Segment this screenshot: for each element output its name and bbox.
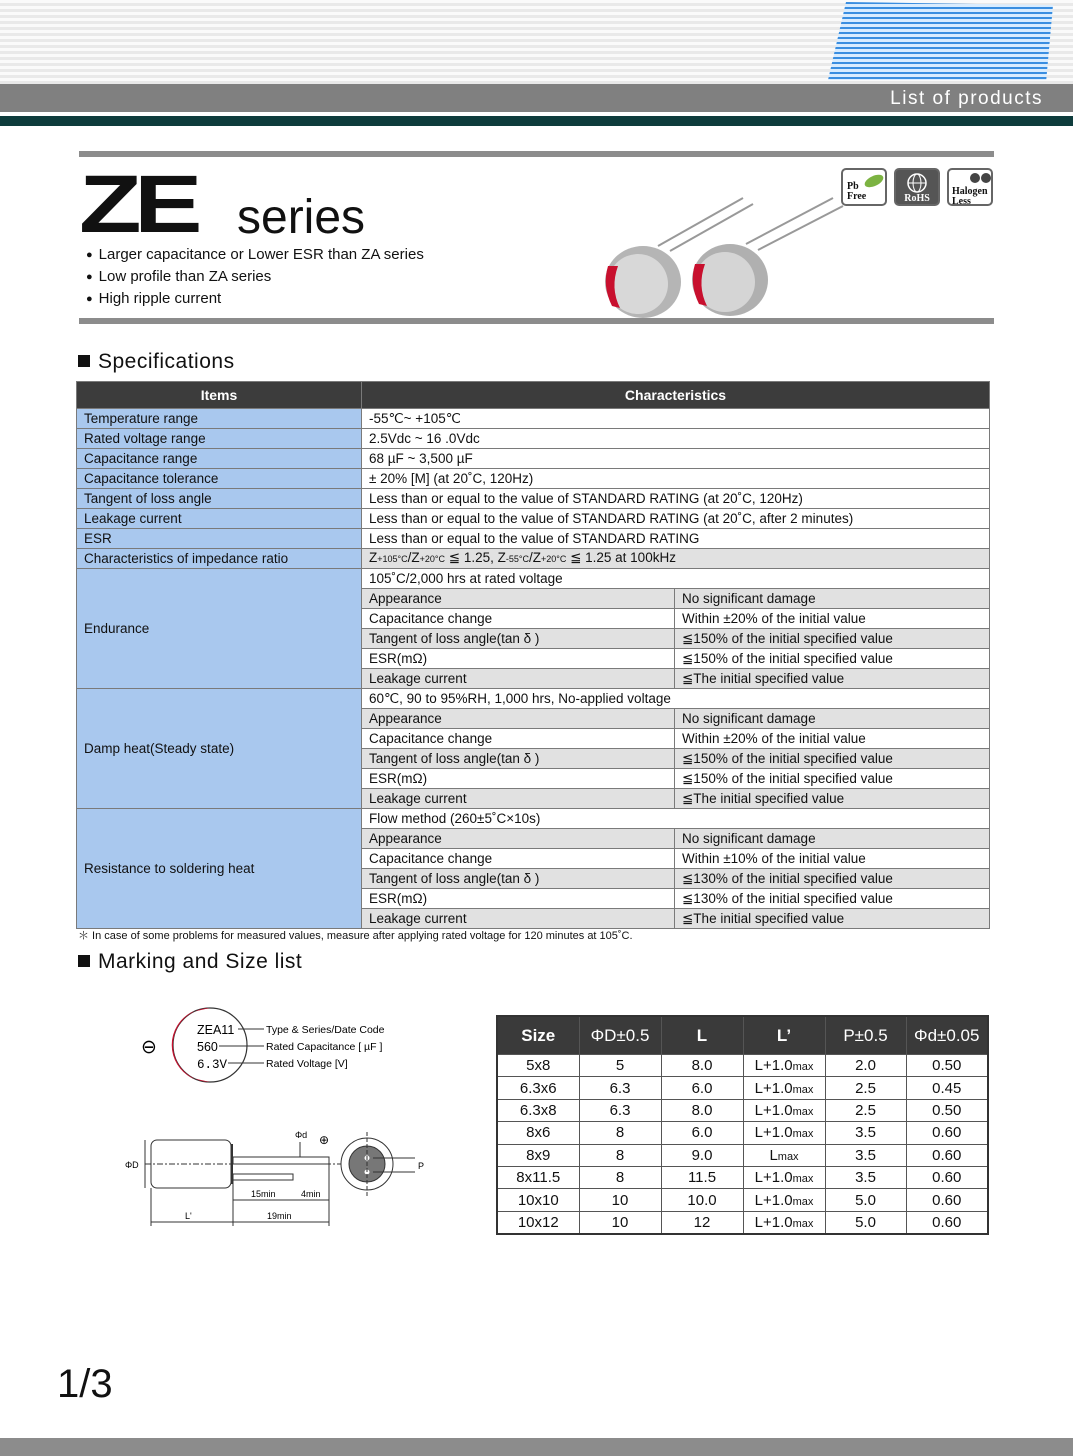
size-cell — [743, 1211, 825, 1234]
size-cell: 8x11.5 — [497, 1166, 579, 1188]
sub-item: Leakage current — [362, 789, 675, 809]
sub-item: Capacitance change — [362, 849, 675, 869]
sub-item: ESR(mΩ) — [362, 889, 675, 909]
spec-value: ± 20% [M] (at 20˚C, 120Hz) — [362, 469, 990, 489]
size-cell: 11.5 — [661, 1166, 743, 1188]
dim-19min: 19min — [267, 1211, 292, 1221]
text: L+1.0 — [754, 1101, 793, 1119]
spec-row — [77, 509, 990, 529]
size-cell: 9.0 — [661, 1144, 743, 1166]
size-cell: 6.3x8 — [497, 1099, 579, 1121]
sub-item: Leakage current — [362, 669, 675, 689]
spec-row — [77, 429, 990, 449]
plus-icon: ⊕ — [319, 1133, 330, 1147]
header-title: List of products — [890, 88, 1043, 109]
spec-value: Less than or equal to the value of STANDARD RATING (at 20˚C, after 2 minutes) — [362, 509, 990, 529]
specifications-heading: Specifications — [78, 350, 235, 374]
text: L — [769, 1146, 778, 1164]
size-cell: 10.0 — [661, 1189, 743, 1211]
size-cell: 10x12 — [497, 1211, 579, 1234]
size-cell: 0.50 — [906, 1055, 988, 1077]
sub-value: ≦The initial specified value — [675, 909, 990, 929]
text: +105°C — [377, 554, 408, 564]
dim-15min: 15min — [251, 1189, 276, 1199]
size-cell: 0.60 — [906, 1189, 988, 1211]
sub-item: ESR(mΩ) — [362, 649, 675, 669]
spec-item-endurance: Endurance — [77, 569, 362, 689]
size-cell — [743, 1055, 825, 1077]
rohs-badge — [894, 168, 940, 206]
mark-label-type: Type & Series/Date Code — [266, 1024, 385, 1036]
spec-row — [77, 449, 990, 469]
size-cell: 8x6 — [497, 1122, 579, 1144]
size-cell: 10 — [579, 1211, 661, 1234]
size-cell: 2.0 — [825, 1055, 906, 1077]
size-header: L’ — [743, 1016, 825, 1055]
leaf-icon — [863, 173, 885, 189]
text: +20°C — [540, 554, 567, 564]
sub-value: ≦150% of the initial specified value — [675, 629, 990, 649]
size-row — [497, 1189, 988, 1211]
text: max — [792, 1061, 814, 1074]
size-cell: 6.0 — [661, 1122, 743, 1144]
size-cell: 8x9 — [497, 1144, 579, 1166]
text: /Z — [528, 550, 541, 565]
spec-table — [76, 381, 990, 929]
sub-value: ≦130% of the initial specified value — [675, 869, 990, 889]
size-cell: 2.5 — [825, 1077, 906, 1099]
size-header: L — [661, 1016, 743, 1055]
spec-row — [77, 409, 990, 429]
badge-line: Less — [952, 196, 971, 207]
feature-item: ● High ripple current — [86, 288, 424, 310]
size-cell: 0.60 — [906, 1122, 988, 1144]
lead-long — [233, 1157, 329, 1164]
feature-item: ● Low profile than ZA series — [86, 266, 424, 288]
dim-phid: Φd — [295, 1130, 308, 1140]
footer-bar — [0, 1438, 1073, 1456]
spec-header-items: Items — [77, 382, 362, 409]
halogen-symbols-icon — [969, 172, 993, 184]
text: ≦ 1.25, Z — [445, 550, 506, 565]
impedance-ratio-value — [362, 549, 990, 569]
text: max — [792, 1195, 814, 1208]
size-cell: 0.60 — [906, 1211, 988, 1234]
lead-short — [233, 1174, 293, 1180]
size-cell: 8 — [579, 1166, 661, 1188]
sub-value: Within ±20% of the initial value — [675, 609, 990, 629]
size-cell: 6.3 — [579, 1077, 661, 1099]
spec-value: -55℃~ +105℃ — [362, 409, 990, 429]
badge-line: Free — [847, 191, 867, 202]
sub-item: Capacitance change — [362, 609, 675, 629]
spec-value: 2.5Vdc ~ 16 .0Vdc — [362, 429, 990, 449]
size-cell: 8.0 — [661, 1099, 743, 1121]
size-cell: 0.60 — [906, 1144, 988, 1166]
size-cell — [743, 1144, 825, 1166]
size-row — [497, 1144, 988, 1166]
header-dark-band — [0, 116, 1073, 126]
spec-item: Temperature range — [77, 409, 362, 429]
size-cell — [743, 1166, 825, 1188]
spec-item: ESR — [77, 529, 362, 549]
product-image — [598, 196, 848, 320]
spec-item-soldering-heat: Resistance to soldering heat — [77, 809, 362, 929]
size-cell: 6.3x6 — [497, 1077, 579, 1099]
sub-value: ≦130% of the initial specified value — [675, 889, 990, 909]
sub-item: ESR(mΩ) — [362, 769, 675, 789]
sub-value: ≦The initial specified value — [675, 669, 990, 689]
sub-value: Within ±20% of the initial value — [675, 729, 990, 749]
size-header: P±0.5 — [825, 1016, 906, 1055]
size-header: Φd±0.05 — [906, 1016, 988, 1055]
size-cell: 5.0 — [825, 1189, 906, 1211]
text: max — [792, 1083, 814, 1096]
spec-item: Tangent of loss angle — [77, 489, 362, 509]
size-cell: 0.60 — [906, 1166, 988, 1188]
text: -55°C — [505, 554, 529, 564]
spec-item: Leakage current — [77, 509, 362, 529]
size-cell: 5 — [579, 1055, 661, 1077]
size-row — [497, 1166, 988, 1188]
size-cell — [743, 1189, 825, 1211]
spec-row — [77, 489, 990, 509]
size-cell — [743, 1077, 825, 1099]
size-row — [497, 1211, 988, 1234]
text: max — [777, 1150, 799, 1163]
text: /Z — [407, 550, 420, 565]
size-cell: 3.5 — [825, 1144, 906, 1166]
text: L+1.0 — [754, 1169, 793, 1187]
size-cell: 0.50 — [906, 1099, 988, 1121]
size-cell: 8.0 — [661, 1055, 743, 1077]
spec-row — [77, 469, 990, 489]
sub-item: Appearance — [362, 709, 675, 729]
text: L+1.0 — [754, 1057, 793, 1075]
sub-item: Appearance — [362, 829, 675, 849]
badge-line: Pb — [847, 181, 859, 192]
size-cell: 5.0 — [825, 1211, 906, 1234]
dimension-drawing — [125, 1122, 435, 1232]
sub-value: ≦150% of the initial specified value — [675, 769, 990, 789]
dim-4min: 4min — [301, 1189, 321, 1199]
sub-value: Within ±10% of the initial value — [675, 849, 990, 869]
size-cell: 10x10 — [497, 1189, 579, 1211]
series-bottom-rule — [79, 318, 994, 324]
top-rule — [79, 151, 994, 157]
spec-item-damp-heat: Damp heat(Steady state) — [77, 689, 362, 809]
spec-footnote: ＊ In case of some problems for measured values, measure after applying rated voltage for 120 minutes at 105˚C. — [78, 930, 633, 942]
spec-value: 68 µF ~ 3,500 µF — [362, 449, 990, 469]
text: max — [792, 1128, 814, 1141]
dim-L: L' — [185, 1211, 192, 1221]
size-row — [497, 1055, 988, 1077]
spec-value: Less than or equal to the value of STANDARD RATING — [362, 529, 990, 549]
spec-value: Less than or equal to the value of STANDARD RATING (at 20˚C, 120Hz) — [362, 489, 990, 509]
sub-value: ≦150% of the initial specified value — [675, 649, 990, 669]
spec-item: Characteristics of impedance ratio — [77, 549, 362, 569]
series-code: ZE — [79, 159, 195, 250]
soldering-condition: Flow method (260±5˚C×10s) — [362, 809, 990, 829]
sub-value: No significant damage — [675, 829, 990, 849]
page-number: 1/3 — [57, 1362, 113, 1406]
text: max — [792, 1173, 814, 1186]
size-cell: 5x8 — [497, 1055, 579, 1077]
dim-p: P — [418, 1161, 425, 1171]
text: ≦ 1.25 at 100kHz — [566, 550, 676, 565]
sub-value: No significant damage — [675, 709, 990, 729]
spec-header-characteristics: Characteristics — [362, 382, 990, 409]
damp-heat-condition: 60℃, 90 to 95%RH, 1,000 hrs, No-applied voltage — [362, 689, 990, 709]
text: L+1.0 — [754, 1079, 793, 1097]
text: Z — [369, 550, 378, 565]
size-cell: 3.5 — [825, 1122, 906, 1144]
spec-item: Capacitance range — [77, 449, 362, 469]
size-cell: 3.5 — [825, 1166, 906, 1188]
text: L+1.0 — [754, 1213, 793, 1231]
sub-value: No significant damage — [675, 589, 990, 609]
mark-line-1: ZEA11 — [197, 1023, 235, 1037]
size-cell — [743, 1122, 825, 1144]
text: max — [792, 1217, 814, 1230]
size-header: ΦD±0.5 — [579, 1016, 661, 1055]
spec-item: Rated voltage range — [77, 429, 362, 449]
halogen-less-badge — [947, 168, 993, 206]
marking-heading: Marking and Size list — [78, 950, 302, 974]
text: L+1.0 — [754, 1191, 793, 1209]
endurance-condition: 105˚C/2,000 hrs at rated voltage — [362, 569, 990, 589]
sub-item: Capacitance change — [362, 729, 675, 749]
sub-value: ≦The initial specified value — [675, 789, 990, 809]
size-cell: 12 — [661, 1211, 743, 1234]
series-word: series — [237, 191, 366, 244]
size-cell: 0.45 — [906, 1077, 988, 1099]
size-cell: 8 — [579, 1122, 661, 1144]
sub-value: ≦150% of the initial specified value — [675, 749, 990, 769]
badge-line: Halogen — [952, 186, 988, 197]
mark-line-3: 6.3V — [197, 1058, 228, 1072]
feature-list — [86, 244, 424, 310]
spec-item: Capacitance tolerance — [77, 469, 362, 489]
sub-item: Tangent of loss angle(tan δ ) — [362, 629, 675, 649]
dim-phiD: ΦD — [125, 1160, 139, 1170]
badge-line: RoHS — [904, 193, 930, 204]
size-row — [497, 1077, 988, 1099]
spec-row — [77, 529, 990, 549]
text: +20°C — [419, 554, 445, 564]
mark-label-capacitance: Rated Capacitance [ µF ] — [266, 1041, 383, 1053]
sub-item: Appearance — [362, 589, 675, 609]
size-row — [497, 1122, 988, 1144]
size-table — [496, 1015, 989, 1235]
spec-row — [77, 549, 990, 569]
sub-item: Tangent of loss angle(tan δ ) — [362, 749, 675, 769]
sub-item: Tangent of loss angle(tan δ ) — [362, 869, 675, 889]
size-cell: 2.5 — [825, 1099, 906, 1121]
mark-line-2: 560 — [197, 1040, 218, 1054]
header-decoration — [828, 2, 1053, 80]
feature-item: ● Larger capacitance or Lower ESR than ZA series — [86, 244, 424, 266]
marking-diagram — [140, 1005, 400, 1085]
globe-icon — [906, 173, 928, 193]
size-cell: 6.0 — [661, 1077, 743, 1099]
text: max — [792, 1105, 814, 1118]
size-cell: 10 — [579, 1189, 661, 1211]
text: L+1.0 — [754, 1124, 793, 1142]
mark-label-voltage: Rated Voltage [V] — [266, 1058, 348, 1070]
sub-item: Leakage current — [362, 909, 675, 929]
size-cell — [743, 1099, 825, 1121]
minus-icon: ⊖ — [141, 1036, 157, 1058]
size-cell: 8 — [579, 1144, 661, 1166]
size-cell: 6.3 — [579, 1099, 661, 1121]
size-row — [497, 1099, 988, 1121]
size-header: Size — [497, 1016, 579, 1055]
